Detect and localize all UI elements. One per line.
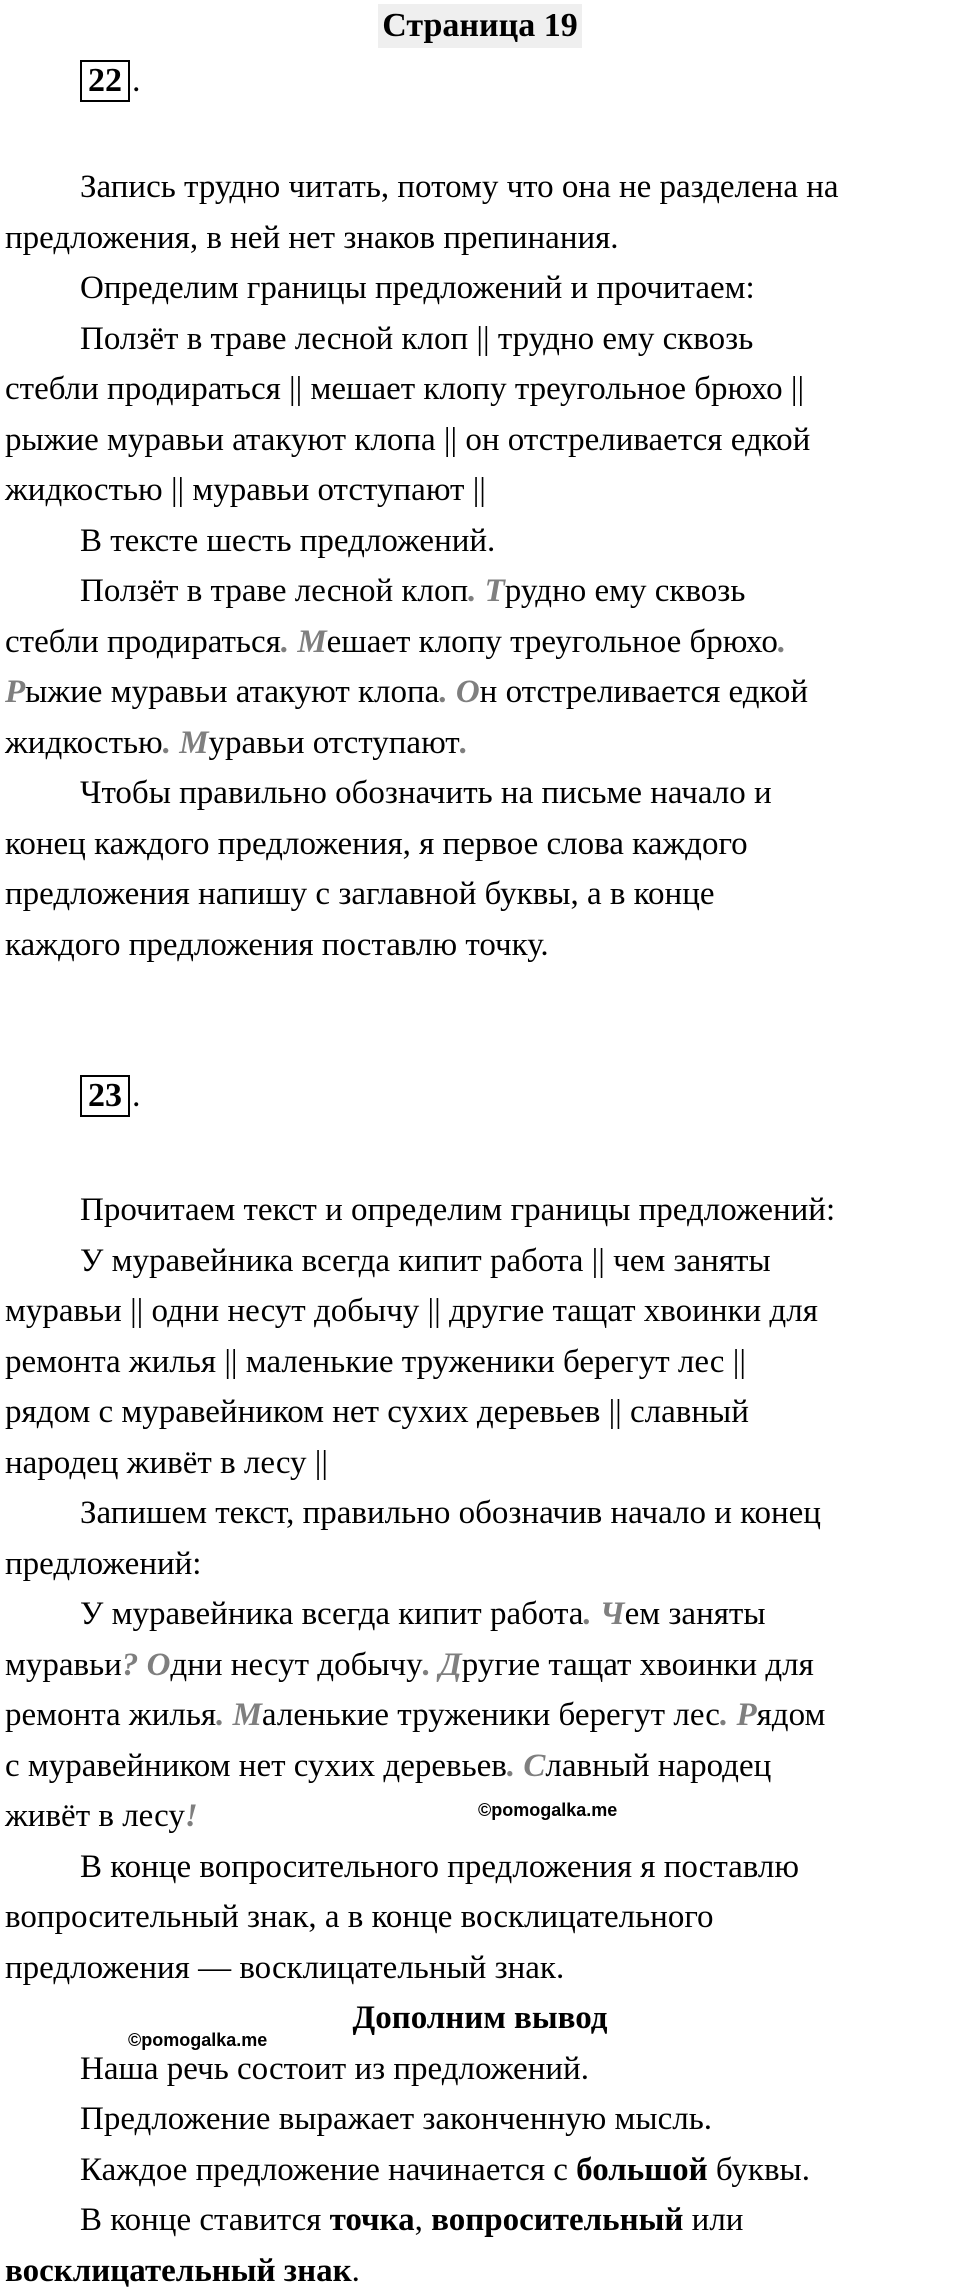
space bbox=[431, 1647, 439, 1683]
text-span: ем заняты bbox=[625, 1596, 766, 1632]
task-22-number-dot: . bbox=[132, 62, 141, 99]
task-23-number-dot: . bbox=[132, 1077, 141, 1114]
text-span: ремонта жилья bbox=[5, 1697, 216, 1733]
text-span: . bbox=[352, 2253, 360, 2289]
text-span: У муравейника всегда кипит работа bbox=[80, 1596, 583, 1632]
mark-capital: О bbox=[456, 674, 480, 710]
text-span: ядом bbox=[757, 1697, 826, 1733]
mark-period: . bbox=[778, 624, 786, 660]
space bbox=[448, 674, 456, 710]
task-22-text bbox=[0, 162, 960, 970]
text-line: Предложение выражает законченную мысль. bbox=[0, 2094, 960, 2145]
task-22-number bbox=[80, 60, 141, 102]
text-line: народец живёт в лесу || bbox=[0, 1438, 960, 1489]
text-line: вопросительный знак, а в конце восклицательного bbox=[0, 1892, 960, 1943]
text-span: н отстреливается едкой bbox=[480, 674, 808, 710]
text-line: конец каждого предложения, я первое слова каждого bbox=[0, 819, 960, 870]
mark-capital: Д bbox=[439, 1647, 462, 1683]
space bbox=[592, 1596, 600, 1632]
mark-capital: Р bbox=[736, 1697, 756, 1733]
task-23-number-box: 23 bbox=[80, 1075, 130, 1117]
space bbox=[138, 1647, 146, 1683]
text-span: ыжие муравьи атакуют клопа bbox=[25, 674, 439, 710]
page-title-wrap bbox=[0, 4, 960, 48]
marked-line bbox=[0, 1690, 960, 1741]
mark-capital: М bbox=[233, 1697, 262, 1733]
text-span: буквы. bbox=[708, 2152, 810, 2188]
text-line: Запишем текст, правильно обозначив начало и конец bbox=[0, 1488, 960, 1539]
text-line: предложения напишу с заглавной буквы, а в конце bbox=[0, 869, 960, 920]
text-line bbox=[0, 2145, 960, 2196]
text-span: муравьи bbox=[5, 1647, 122, 1683]
text-line: Ползёт в траве лесной клоп || трудно ему сквозь bbox=[0, 314, 960, 365]
text-span: Ползёт в траве лесной клоп bbox=[80, 573, 468, 609]
bold-term: точка bbox=[330, 2202, 415, 2238]
mark-capital: М bbox=[179, 725, 208, 761]
mark-question: ? bbox=[122, 1647, 139, 1683]
mark-period: . bbox=[216, 1697, 224, 1733]
bold-term: вопросительный bbox=[431, 2202, 683, 2238]
text-line: Запись трудно читать, потому что она не разделена на bbox=[0, 162, 960, 213]
bold-term: большой bbox=[576, 2152, 707, 2188]
text-span: ругие тащат хвоинки для bbox=[462, 1647, 814, 1683]
text-span: рудно ему сквозь bbox=[505, 573, 746, 609]
text-span: , bbox=[415, 2202, 432, 2238]
mark-period: . bbox=[583, 1596, 591, 1632]
mark-period: . bbox=[507, 1748, 515, 1784]
task-22-number-box: 22 bbox=[80, 60, 130, 102]
text-line bbox=[0, 2195, 960, 2246]
text-line: жидкостью || муравьи отступают || bbox=[0, 465, 960, 516]
text-line: предложения, в ней нет знаков препинания. bbox=[0, 213, 960, 264]
marked-line bbox=[0, 667, 960, 718]
text-line bbox=[0, 2246, 960, 2296]
page-title: Страница 19 bbox=[378, 4, 581, 48]
mark-period: . bbox=[423, 1647, 431, 1683]
text-line: предложений: bbox=[0, 1539, 960, 1590]
text-span: с муравейником нет сухих деревьев bbox=[5, 1748, 507, 1784]
space bbox=[476, 573, 484, 609]
text-span: ешает клопу треугольное брюхо bbox=[327, 624, 778, 660]
mark-period: . bbox=[720, 1697, 728, 1733]
text-span: дни несут добычу bbox=[170, 1647, 422, 1683]
mark-period: . bbox=[460, 725, 468, 761]
mark-exclamation: ! bbox=[185, 1798, 198, 1834]
marked-line bbox=[0, 718, 960, 769]
text-span: В конце ставится bbox=[80, 2202, 330, 2238]
text-line: У муравейника всегда кипит работа || чем заняты bbox=[0, 1236, 960, 1287]
text-span: аленькие труженики берегут лес bbox=[262, 1697, 720, 1733]
bold-term: восклицательный знак bbox=[5, 2253, 352, 2289]
mark-capital: Ч bbox=[600, 1596, 625, 1632]
text-line: Прочитаем текст и определим границы предложений: bbox=[0, 1185, 960, 1236]
marked-line bbox=[0, 1640, 960, 1691]
text-span: жидкостью bbox=[5, 725, 163, 761]
text-line: Наша речь состоит из предложений. bbox=[0, 2044, 960, 2095]
mark-capital: М bbox=[297, 624, 326, 660]
text-span: лавный народец bbox=[545, 1748, 771, 1784]
mark-capital: Р bbox=[5, 674, 25, 710]
mark-period: . bbox=[468, 573, 476, 609]
task-23-text bbox=[0, 1185, 960, 2296]
marked-line bbox=[0, 1589, 960, 1640]
text-span: Каждое предложение начинается с bbox=[80, 2152, 576, 2188]
mark-period: . bbox=[439, 674, 447, 710]
watermark: ©pomogalka.me bbox=[478, 1800, 617, 1821]
space bbox=[224, 1697, 232, 1733]
text-line: В конце вопросительного предложения я поставлю bbox=[0, 1842, 960, 1893]
section-heading: Дополним вывод bbox=[0, 1993, 960, 2044]
text-line: муравьи || одни несут добычу || другие тащат хвоинки для bbox=[0, 1286, 960, 1337]
mark-period: . bbox=[281, 624, 289, 660]
text-line: Чтобы правильно обозначить на письме начало и bbox=[0, 768, 960, 819]
text-line: ремонта жилья || маленькие труженики берегут лес || bbox=[0, 1337, 960, 1388]
text-line: Определим границы предложений и прочитаем: bbox=[0, 263, 960, 314]
watermark: ©pomogalka.me bbox=[128, 2030, 267, 2051]
mark-period: . bbox=[163, 725, 171, 761]
text-line: стебли продираться || мешает клопу треугольное брюхо || bbox=[0, 364, 960, 415]
marked-line bbox=[0, 566, 960, 617]
text-span: или bbox=[683, 2202, 743, 2238]
task-23-number bbox=[80, 1075, 141, 1117]
text-line: рыжие муравьи атакуют клопа || он отстреливается едкой bbox=[0, 415, 960, 466]
text-line: рядом с муравейником нет сухих деревьев || славный bbox=[0, 1387, 960, 1438]
marked-line bbox=[0, 1741, 960, 1792]
text-line: каждого предложения поставлю точку. bbox=[0, 920, 960, 971]
text-span: живёт в лесу bbox=[5, 1798, 185, 1834]
text-line: предложения — восклицательный знак. bbox=[0, 1943, 960, 1994]
mark-capital: О bbox=[147, 1647, 171, 1683]
marked-line bbox=[0, 617, 960, 668]
text-span: уравьи отступают bbox=[209, 725, 460, 761]
mark-capital: С bbox=[523, 1748, 545, 1784]
text-span: стебли продираться bbox=[5, 624, 281, 660]
mark-capital: Т bbox=[485, 573, 505, 609]
space bbox=[171, 725, 179, 761]
text-line: В тексте шесть предложений. bbox=[0, 516, 960, 567]
